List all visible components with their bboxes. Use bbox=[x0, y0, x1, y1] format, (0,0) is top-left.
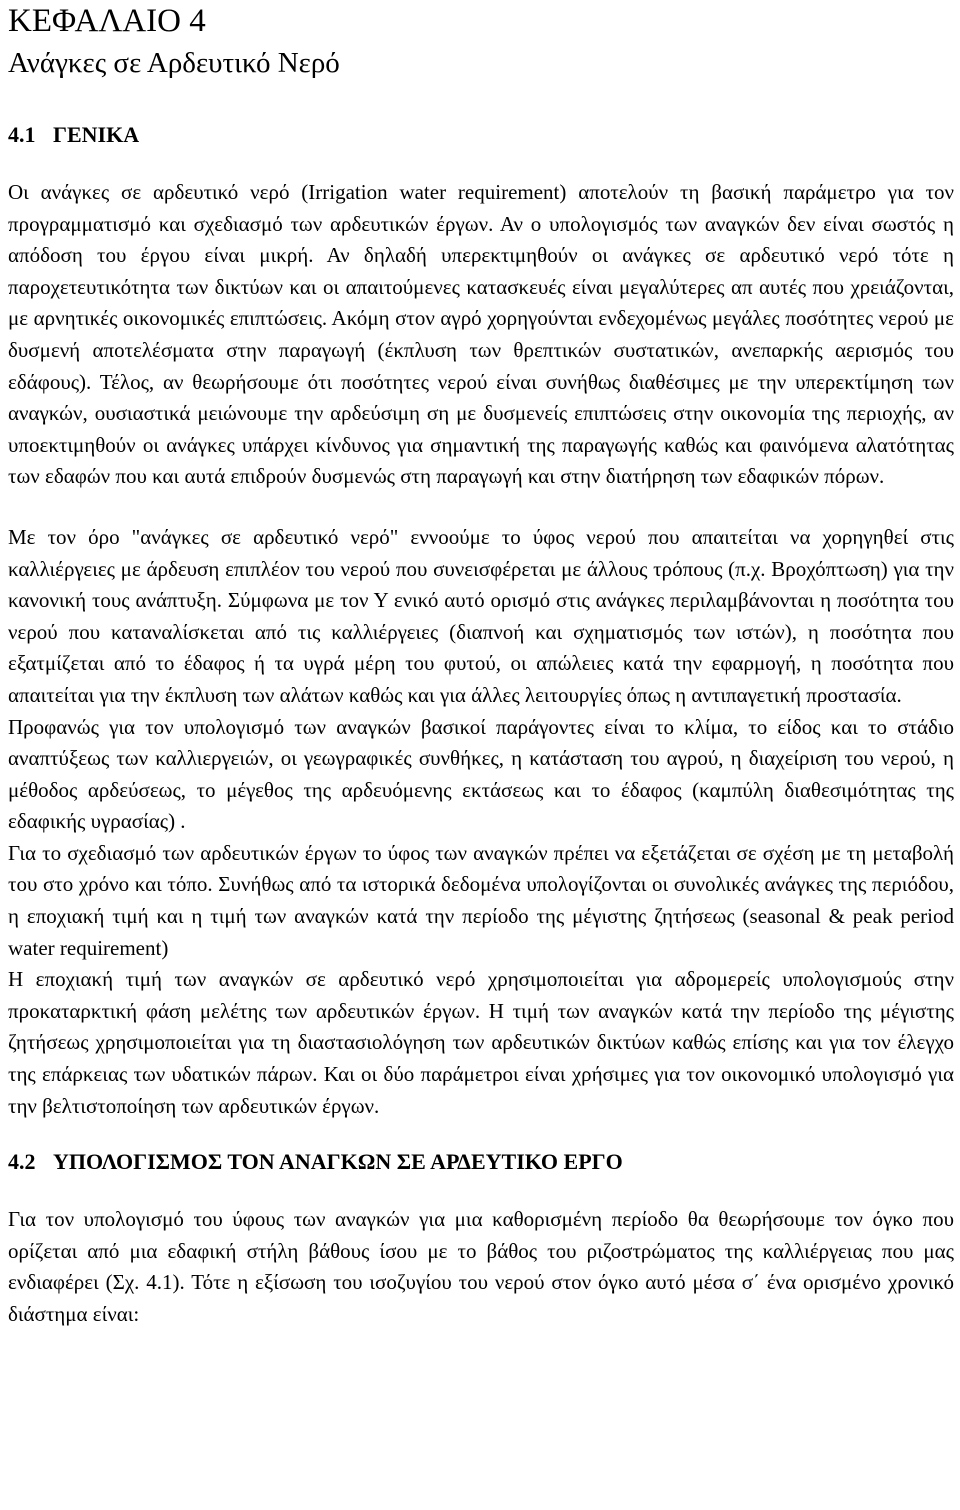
section-title: ΓΕΝΙΚΑ bbox=[53, 122, 140, 147]
paragraph-factors: Προφανώς για τον υπολογισμό των αναγκών βασικοί παράγοντες είναι το κλίμα, το είδος και το στάδιο αναπτύξεως των καλλιεργειών, οι γεωγραφικές συνθήκες, η κατάσταση του αγρού, η διαχείριση του νερού, η μέθοδος αρδεύσεως, το μέγεθος της αρδευόμενης εκτάσεως και το έδαφος (καμπύλη διαθεσιμότητας της εδαφικής υγρασίας) . bbox=[8, 714, 954, 834]
paragraph-calculation: Για τον υπολογισμό του ύφους των αναγκών για μια καθορισμένη περίοδο θα θεωρήσουμε τον όγκο που ορίζεται από μια εδαφική στήλη βάθους ίσου με το βάθος του ριζοστρώματος της καλλιέργειας που μας ενδιαφέρει (Σχ. 4.1). Τότε η εξίσωση του ισοζυγίου του νερού στον όγκο αυτό μέσα σ΄ ένα ορισμένο χρονικό διάστημα είναι: bbox=[8, 1207, 954, 1326]
section-heading-4-2 bbox=[8, 1148, 954, 1176]
document-page bbox=[8, 0, 954, 1331]
chapter-title: ΚΕΦΑΛΑΙΟ 4 bbox=[8, 3, 206, 39]
chapter-subtitle: Ανάγκες σε Αρδευτικό Νερό bbox=[8, 47, 340, 79]
section-number: 4.2 bbox=[8, 1149, 36, 1175]
paragraph-design: Για το σχεδιασμό των αρδευτικών έργων το ύφος των αναγκών πρέπει να εξετάζεται σε σχέση με τη μεταβολή του στο χρόνο και τόπο. Συνήθως από τα ιστορικά δεδομένα υπολογίζονται οι συνολικές ανάγκες της περιόδου, η εποχιακή τιμή και η τιμή των αναγκών κατά την περίοδο της μέγιστης ζητήσεως (seasonal & peak period water requirement) bbox=[8, 840, 954, 960]
paragraph-general-intro: Οι ανάγκες σε αρδευτικό νερό (Irrigation water requirement) αποτελούν τη βασική παράμετρο για τον προγραμματισμό και σχεδιασμό των αρδευτικών έργων. Αν ο υπολογισμός των αναγκών δεν είναι σωστός η απόδοση του έργου είναι μικρή. Αν δηλαδή υπερεκτιμηθούν οι ανάγκες σε αρδευτικό νερό τότε η παροχετευτικότητα των δικτύων και οι απαιτούμενες κατασκευές είναι μεγαλύτερες απ αυτές που χρειάζονται, με αρνητικές οικονομικές επιπτώσεις. Ακόμη στον αγρό χορηγούνται ενδεχομένως μεγάλες ποσότητες νερού με δυσμενή αποτελέσματα στην παραγωγή (έκπλυση των θρεπτικών συστατικών, ανεπαρκής αερισμός του εδάφους). Τέλος, αν θεωρήσουμε ότι ποσότητες νερού είναι συνήθως διαθέσιμες με την υπερεκτίμηση των αναγκών, ουσιαστικά μειώνουμε την αρδεύσιμη ση με δυσμενείς επιπτώσεις στην οικονομία της περιοχής, αν υποεκτιμηθούν οι ανάγκες υπάρχει κίνδυνος για σημαντική της παραγωγής καθώς και φαινόμενα αλατότητας των εδαφών που και αυτά επιδρούν δυσμενώς στη παραγωγή και στην διατήρηση των εδαφικών πόρων. bbox=[8, 180, 954, 489]
section-title: ΥΠΟΛΟΓΙΣΜΟΣ ΤΟΝ ΑΝΑΓΚΩΝ ΣΕ ΑΡΔΕΥΤΙΚΟ ΕΡΓΟ bbox=[53, 1149, 623, 1175]
section-heading-4-1 bbox=[8, 121, 954, 149]
section-number: 4.1 bbox=[8, 122, 36, 147]
paragraph-seasonal-value: Η εποχιακή τιμή των αναγκών σε αρδευτικό νερό χρησιμοποιείται για αδρομερείς υπολογισμούς στην προκαταρκτική φάση μελέτης των αρδευτικών έργων. Η τιμή των αναγκών κατά την περίοδο της μέγιστης ζητήσεως χρησιμοποιείται για τη διαστασιολόγηση των αρδευτικών δικτύων καθώς επίσης και για τον έλεγχο της επάρκειας των υδατικών πάρων. Και οι δύο παράμετροι είναι χρήσιμες για τον οικονομικό υπολογισμό για την βελτιστοποίηση των αρδευτικών έργων. bbox=[8, 967, 954, 1118]
paragraph-definition: Με τον όρο "ανάγκες σε αρδευτικό νερό" εννοούμε το ύφος νερού που απαιτείται να χορηγηθεί στις καλλιέργειες με άρδευση επιπλέον του νερού που συνεισφέρεται με άλλους τρόπους (π.χ. Βροχόπτωση) για την κανονική τους ανάπτυξη. Σύμφωνα με τον Υ ενικό αυτό ορισμό στις ανάγκες περιλαμβάνονται η ποσότητα του νερού που καταναλίσκεται από τις καλλιέργειες (διαπνοή και σχηματισμός των ιστών), η ποσότητα που εξατμίζεται από το έδαφος ή τα υγρά μέρη του φυτού, οι απώλειες κατά την εφαρμογή, η ποσότητα που απαιτείται για την έκπλυση των αλάτων καθώς και για άλλες λειτουργίες όπως η αντιπαγετική προστασία. bbox=[8, 524, 954, 707]
